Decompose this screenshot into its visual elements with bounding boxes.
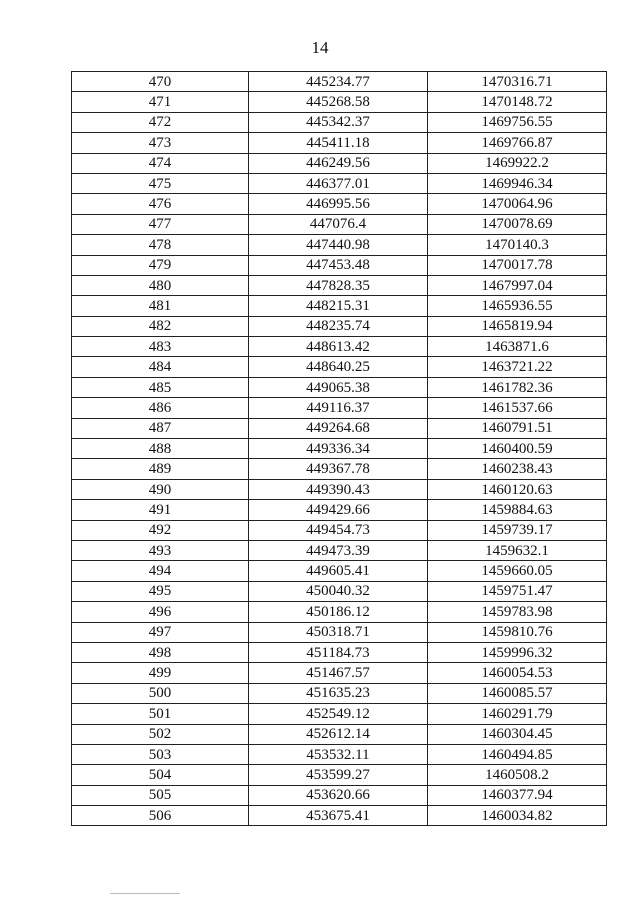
point-number-cell: 500 xyxy=(72,683,249,703)
x-coordinate-cell: 451467.57 xyxy=(249,663,428,683)
point-number-cell: 506 xyxy=(72,806,249,826)
point-number-cell: 484 xyxy=(72,357,249,377)
y-coordinate-cell: 1470148.72 xyxy=(428,92,607,112)
x-coordinate-cell: 447828.35 xyxy=(249,275,428,295)
y-coordinate-cell: 1459632.1 xyxy=(428,540,607,560)
x-coordinate-cell: 445411.18 xyxy=(249,133,428,153)
x-coordinate-cell: 449264.68 xyxy=(249,418,428,438)
x-coordinate-cell: 448613.42 xyxy=(249,337,428,357)
y-coordinate-cell: 1460120.63 xyxy=(428,479,607,499)
y-coordinate-cell: 1467997.04 xyxy=(428,275,607,295)
x-coordinate-cell: 449116.37 xyxy=(249,398,428,418)
table-row xyxy=(72,112,607,132)
x-coordinate-cell: 449065.38 xyxy=(249,377,428,397)
x-coordinate-cell: 453599.27 xyxy=(249,765,428,785)
y-coordinate-cell: 1460377.94 xyxy=(428,785,607,805)
x-coordinate-cell: 450040.32 xyxy=(249,581,428,601)
point-number-cell: 471 xyxy=(72,92,249,112)
x-coordinate-cell: 446995.56 xyxy=(249,194,428,214)
point-number-cell: 502 xyxy=(72,724,249,744)
point-number-cell: 475 xyxy=(72,173,249,193)
table-row xyxy=(72,602,607,622)
table-row xyxy=(72,724,607,744)
y-coordinate-cell: 1461537.66 xyxy=(428,398,607,418)
y-coordinate-cell: 1463721.22 xyxy=(428,357,607,377)
table-row xyxy=(72,194,607,214)
table-row xyxy=(72,765,607,785)
x-coordinate-cell: 449454.73 xyxy=(249,520,428,540)
table-row xyxy=(72,540,607,560)
table-row xyxy=(72,337,607,357)
x-coordinate-cell: 453620.66 xyxy=(249,785,428,805)
y-coordinate-cell: 1460508.2 xyxy=(428,765,607,785)
point-number-cell: 491 xyxy=(72,500,249,520)
y-coordinate-cell: 1459783.98 xyxy=(428,602,607,622)
x-coordinate-cell: 453675.41 xyxy=(249,806,428,826)
table-row xyxy=(72,500,607,520)
y-coordinate-cell: 1469756.55 xyxy=(428,112,607,132)
table-row xyxy=(72,479,607,499)
point-number-cell: 482 xyxy=(72,316,249,336)
y-coordinate-cell: 1469766.87 xyxy=(428,133,607,153)
table-row xyxy=(72,581,607,601)
y-coordinate-cell: 1460054.53 xyxy=(428,663,607,683)
y-coordinate-cell: 1470140.3 xyxy=(428,235,607,255)
table-row xyxy=(72,255,607,275)
x-coordinate-cell: 453532.11 xyxy=(249,744,428,764)
x-coordinate-cell: 447440.98 xyxy=(249,235,428,255)
y-coordinate-cell: 1470316.71 xyxy=(428,72,607,92)
coordinates-table xyxy=(71,71,607,826)
y-coordinate-cell: 1460791.51 xyxy=(428,418,607,438)
table-row xyxy=(72,92,607,112)
x-coordinate-cell: 449605.41 xyxy=(249,561,428,581)
point-number-cell: 476 xyxy=(72,194,249,214)
x-coordinate-cell: 445234.77 xyxy=(249,72,428,92)
x-coordinate-cell: 449473.39 xyxy=(249,540,428,560)
point-number-cell: 474 xyxy=(72,153,249,173)
x-coordinate-cell: 447076.4 xyxy=(249,214,428,234)
table-row xyxy=(72,133,607,153)
x-coordinate-cell: 451635.23 xyxy=(249,683,428,703)
point-number-cell: 501 xyxy=(72,704,249,724)
table-row xyxy=(72,418,607,438)
table-row xyxy=(72,459,607,479)
x-coordinate-cell: 450186.12 xyxy=(249,602,428,622)
x-coordinate-cell: 450318.71 xyxy=(249,622,428,642)
point-number-cell: 497 xyxy=(72,622,249,642)
y-coordinate-cell: 1461782.36 xyxy=(428,377,607,397)
point-number-cell: 483 xyxy=(72,337,249,357)
table-row xyxy=(72,744,607,764)
point-number-cell: 492 xyxy=(72,520,249,540)
x-coordinate-cell: 452612.14 xyxy=(249,724,428,744)
point-number-cell: 472 xyxy=(72,112,249,132)
y-coordinate-cell: 1460291.79 xyxy=(428,704,607,724)
x-coordinate-cell: 445342.37 xyxy=(249,112,428,132)
table-row xyxy=(72,785,607,805)
y-coordinate-cell: 1463871.6 xyxy=(428,337,607,357)
table-row xyxy=(72,683,607,703)
y-coordinate-cell: 1465819.94 xyxy=(428,316,607,336)
x-coordinate-cell: 448215.31 xyxy=(249,296,428,316)
x-coordinate-cell: 446377.01 xyxy=(249,173,428,193)
y-coordinate-cell: 1460034.82 xyxy=(428,806,607,826)
point-number-cell: 505 xyxy=(72,785,249,805)
table-row xyxy=(72,642,607,662)
point-number-cell: 490 xyxy=(72,479,249,499)
point-number-cell: 488 xyxy=(72,439,249,459)
y-coordinate-cell: 1465936.55 xyxy=(428,296,607,316)
table-row xyxy=(72,377,607,397)
point-number-cell: 495 xyxy=(72,581,249,601)
point-number-cell: 487 xyxy=(72,418,249,438)
point-number-cell: 496 xyxy=(72,602,249,622)
point-number-cell: 477 xyxy=(72,214,249,234)
point-number-cell: 478 xyxy=(72,235,249,255)
footer-line xyxy=(110,893,180,894)
x-coordinate-cell: 449336.34 xyxy=(249,439,428,459)
x-coordinate-cell: 452549.12 xyxy=(249,704,428,724)
y-coordinate-cell: 1459996.32 xyxy=(428,642,607,662)
table-row xyxy=(72,357,607,377)
point-number-cell: 504 xyxy=(72,765,249,785)
y-coordinate-cell: 1459884.63 xyxy=(428,500,607,520)
y-coordinate-cell: 1459660.05 xyxy=(428,561,607,581)
table-row xyxy=(72,72,607,92)
y-coordinate-cell: 1459751.47 xyxy=(428,581,607,601)
table-row xyxy=(72,520,607,540)
point-number-cell: 481 xyxy=(72,296,249,316)
table-row xyxy=(72,275,607,295)
y-coordinate-cell: 1459739.17 xyxy=(428,520,607,540)
x-coordinate-cell: 445268.58 xyxy=(249,92,428,112)
point-number-cell: 503 xyxy=(72,744,249,764)
table-row xyxy=(72,296,607,316)
y-coordinate-cell: 1470017.78 xyxy=(428,255,607,275)
y-coordinate-cell: 1460304.45 xyxy=(428,724,607,744)
table-row xyxy=(72,398,607,418)
table-row xyxy=(72,561,607,581)
point-number-cell: 470 xyxy=(72,72,249,92)
point-number-cell: 489 xyxy=(72,459,249,479)
table-row xyxy=(72,704,607,724)
x-coordinate-cell: 448235.74 xyxy=(249,316,428,336)
y-coordinate-cell: 1460085.57 xyxy=(428,683,607,703)
page-number: 14 xyxy=(311,38,329,57)
point-number-cell: 486 xyxy=(72,398,249,418)
table-row xyxy=(72,439,607,459)
point-number-cell: 498 xyxy=(72,642,249,662)
point-number-cell: 493 xyxy=(72,540,249,560)
point-number-cell: 494 xyxy=(72,561,249,581)
table-row xyxy=(72,173,607,193)
point-number-cell: 473 xyxy=(72,133,249,153)
table-body xyxy=(72,72,607,826)
x-coordinate-cell: 451184.73 xyxy=(249,642,428,662)
x-coordinate-cell: 446249.56 xyxy=(249,153,428,173)
table-row xyxy=(72,316,607,336)
point-number-cell: 485 xyxy=(72,377,249,397)
y-coordinate-cell: 1469946.34 xyxy=(428,173,607,193)
x-coordinate-cell: 449390.43 xyxy=(249,479,428,499)
y-coordinate-cell: 1470078.69 xyxy=(428,214,607,234)
table-row xyxy=(72,214,607,234)
y-coordinate-cell: 1459810.76 xyxy=(428,622,607,642)
point-number-cell: 480 xyxy=(72,275,249,295)
x-coordinate-cell: 449429.66 xyxy=(249,500,428,520)
table-row xyxy=(72,153,607,173)
table-row xyxy=(72,622,607,642)
y-coordinate-cell: 1469922.2 xyxy=(428,153,607,173)
point-number-cell: 479 xyxy=(72,255,249,275)
table-row xyxy=(72,235,607,255)
point-number-cell: 499 xyxy=(72,663,249,683)
x-coordinate-cell: 447453.48 xyxy=(249,255,428,275)
y-coordinate-cell: 1460400.59 xyxy=(428,439,607,459)
table-row xyxy=(72,806,607,826)
y-coordinate-cell: 1460238.43 xyxy=(428,459,607,479)
y-coordinate-cell: 1460494.85 xyxy=(428,744,607,764)
table-row xyxy=(72,663,607,683)
x-coordinate-cell: 449367.78 xyxy=(249,459,428,479)
x-coordinate-cell: 448640.25 xyxy=(249,357,428,377)
y-coordinate-cell: 1470064.96 xyxy=(428,194,607,214)
